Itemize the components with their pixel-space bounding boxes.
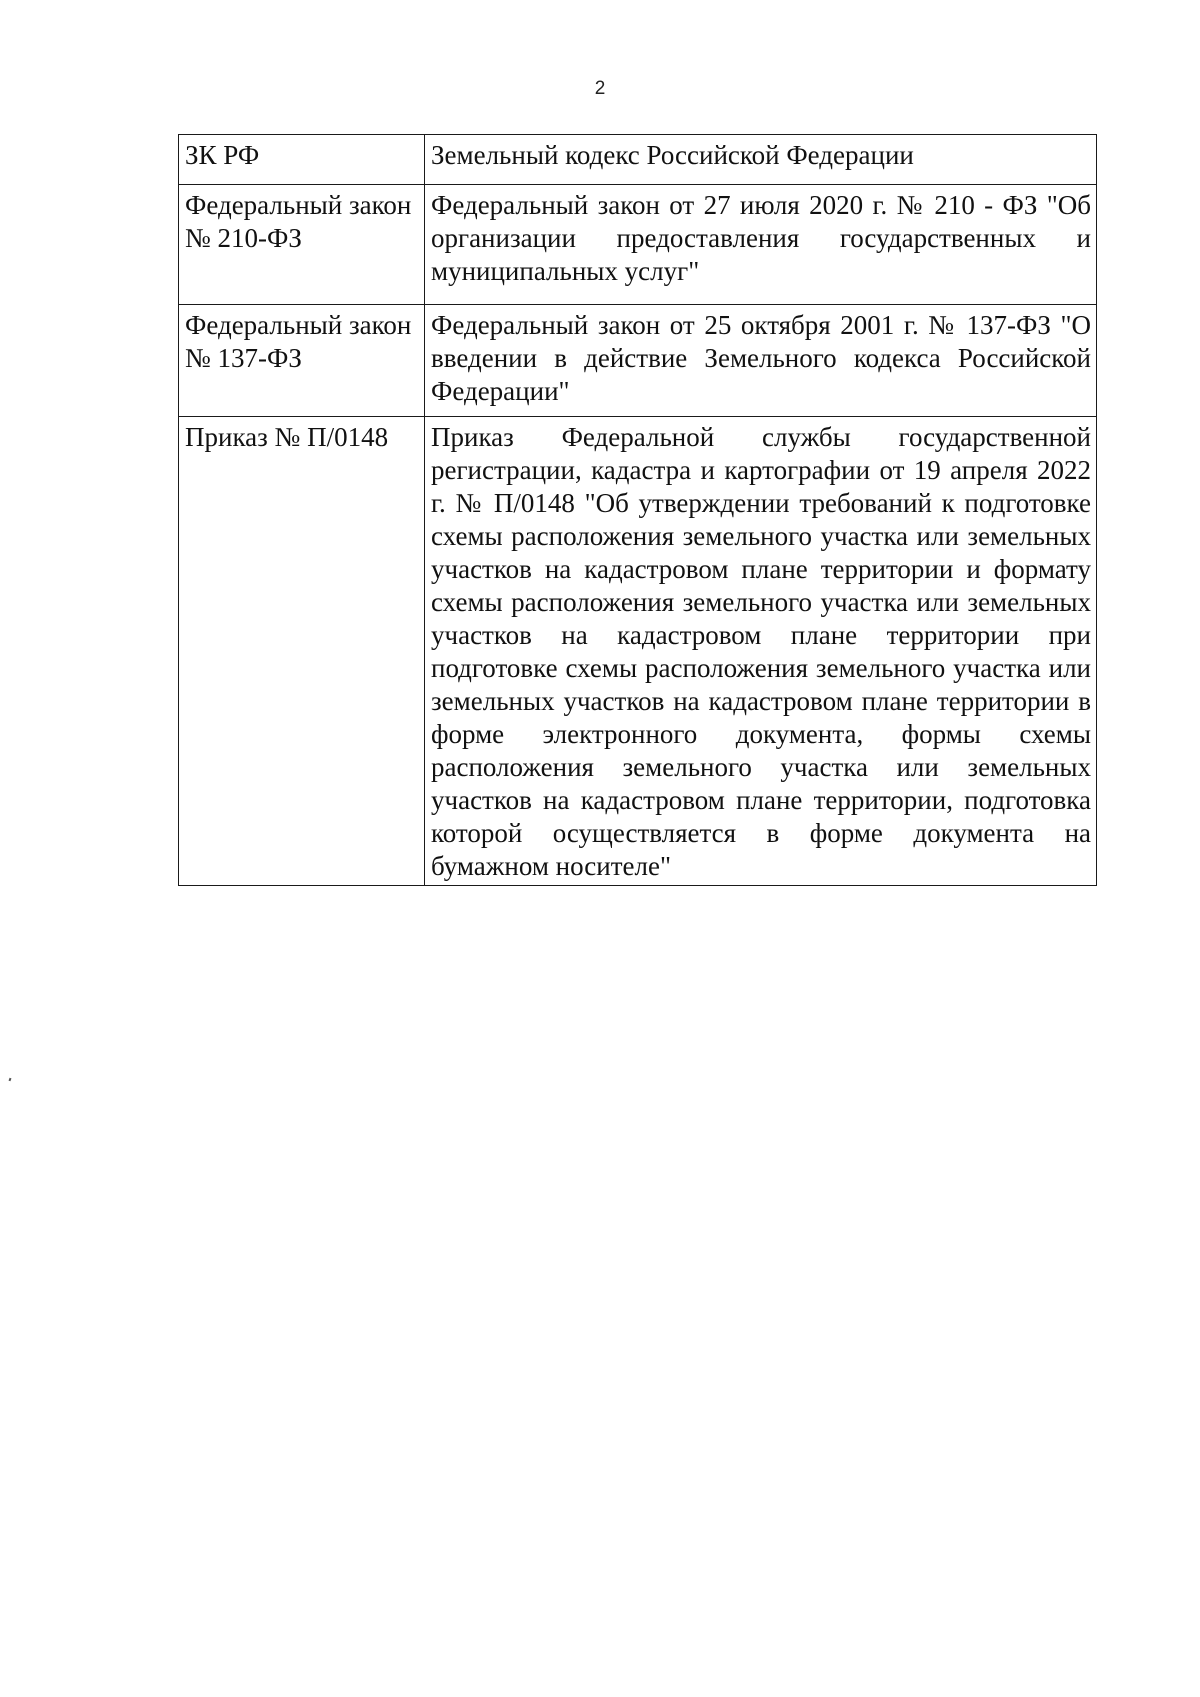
table-row	[179, 135, 1097, 185]
term-cell: Федеральный закон № 210-ФЗ	[179, 185, 425, 305]
page-number: 2	[594, 78, 606, 99]
abbreviations-table	[178, 134, 1097, 886]
term-cell: Федеральный закон № 137-ФЗ	[179, 305, 425, 417]
definition-cell: Федеральный закон от 25 октября 2001 г. № 137-ФЗ "О введении в действие Земельного кодекса Российской Федерации"	[425, 305, 1097, 417]
definition-cell: Приказ Федеральной службы государственной регистрации, кадастра и картографии от 19 апреля 2022 г. № П/0148 "Об утверждении требований к подготовке схемы расположения земельного участка или земельных участков на кадастровом плане территории и формату схемы расположения земельного участка или земельных участков на кадастровом плане территории при подготовке схемы расположения земельного участка или земельных участков на кадастровом плане территории в форме электронного документа, формы схемы расположения земельного участка или земельных участков на кадастровом плане территории, подготовка которой осуществляется в форме документа на бумажном носителе"	[425, 417, 1097, 886]
table-row	[179, 417, 1097, 886]
term-cell: ЗК РФ	[179, 135, 425, 185]
definition-cell: Земельный кодекс Российской Федерации	[425, 135, 1097, 185]
term-cell: Приказ № П/0148	[179, 417, 425, 886]
scan-artifact	[9, 1078, 12, 1082]
definition-cell: Федеральный закон от 27 июля 2020 г. № 210 - ФЗ "Об организации предоставления государственных и муниципальных услуг"	[425, 185, 1097, 305]
table-row	[179, 185, 1097, 305]
table-row	[179, 305, 1097, 417]
